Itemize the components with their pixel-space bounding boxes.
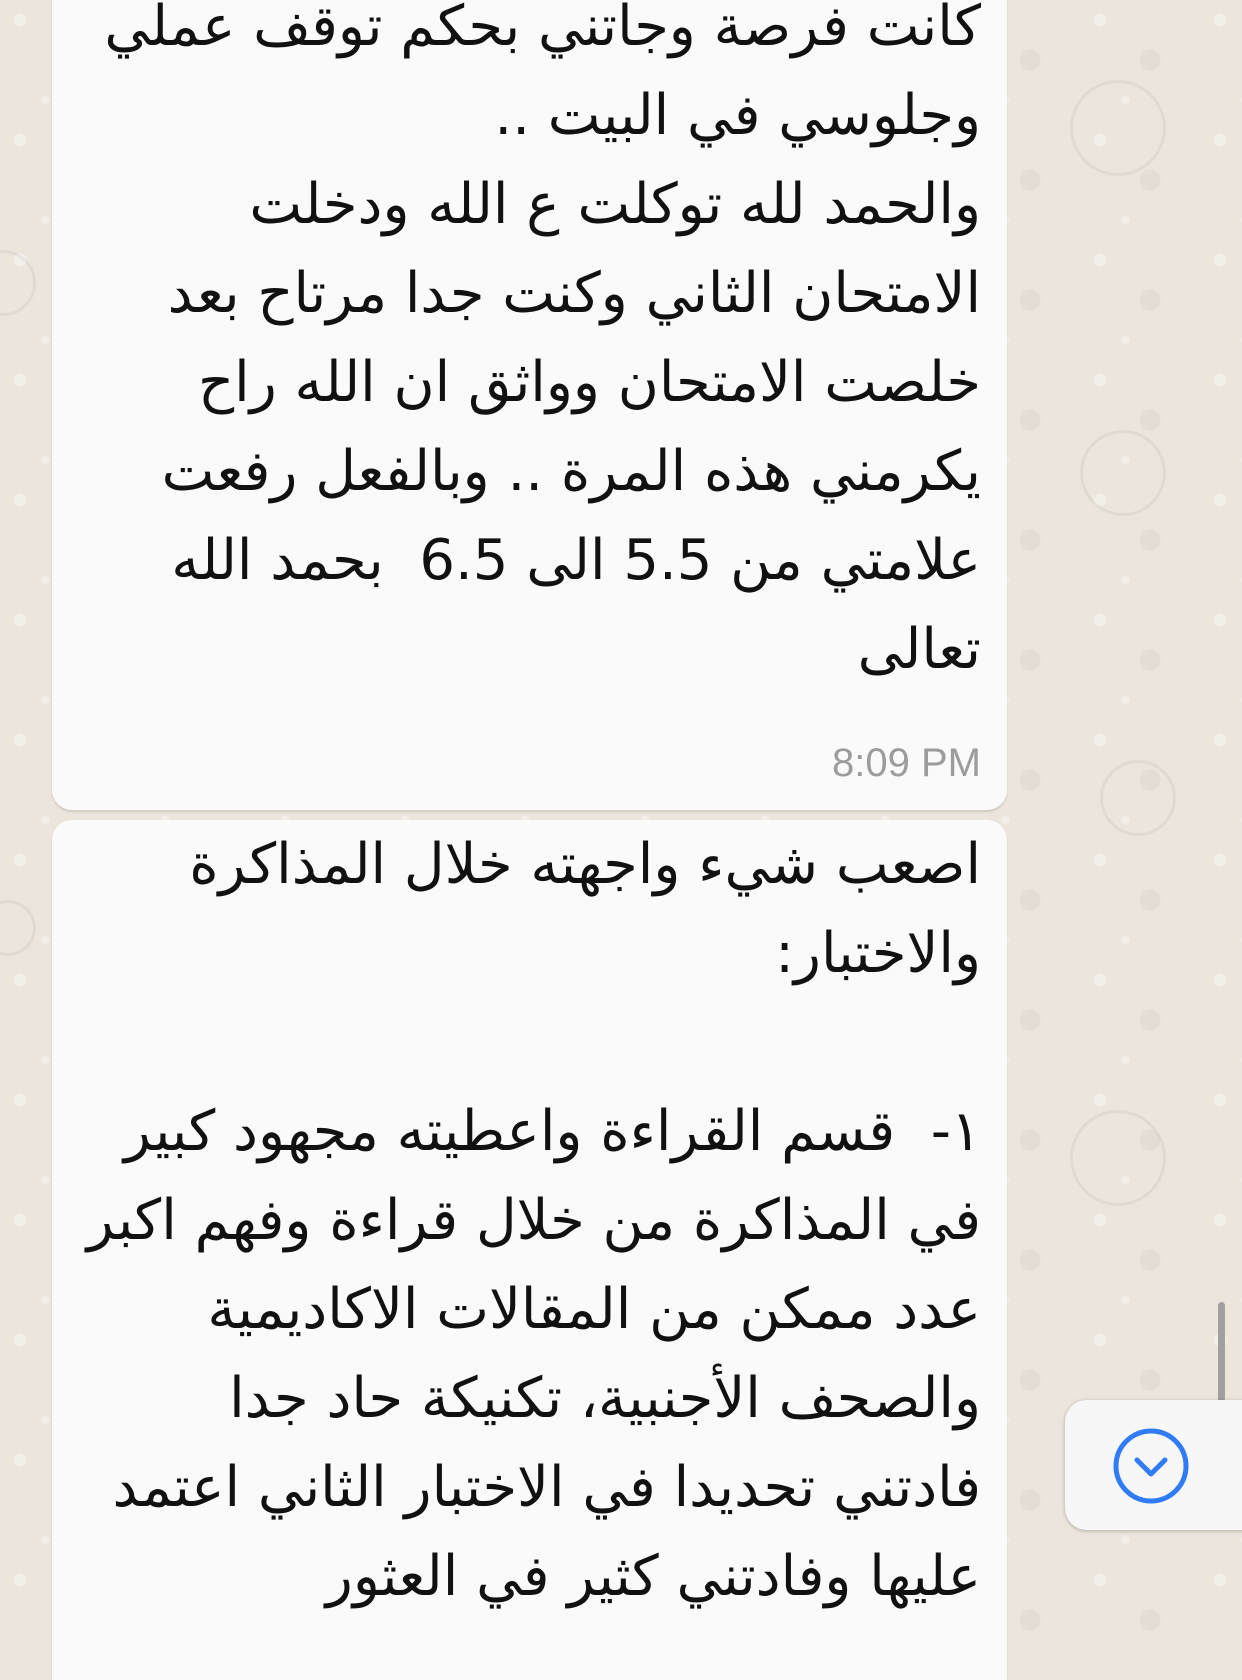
incoming-message-bubble[interactable] (52, 820, 1007, 1680)
message-text: اصعب شيء واجهته خلال المذاكرة والاختبار: ١- قسم القراءة واعطيته مجهود كبير في المذاكرة من خلال قراءة وفهم اكبر عدد ممكن من المقالات الاكاديمية والصحف الأجنبية، تكنيكة حاد جدا فادتني تحديدا في الاختبار الثاني اعتمد عليها وفادتني كثير في العثور (86, 832, 981, 1609)
chevron-down-circle-icon (1111, 1426, 1191, 1506)
scroll-to-bottom-button[interactable] (1065, 1400, 1242, 1530)
scroll-indicator[interactable] (1218, 1302, 1225, 1402)
message-text: كانت فرصة وجاتني بحكم توقف عملي وجلوسي في البيت .. والحمد لله توكلت ع الله ودخلت الامتحان الثاني وكنت جدا مرتاح بعد خلصت الامتحان وواثق ان الله راح يكرمني هذه المرة .. وبالفعل رفعت علامتي من 5.5 الى 6.5 بحمد الله تعالى (104, 0, 981, 682)
message-timestamp: 8:09 PM (832, 741, 981, 785)
incoming-message-bubble[interactable] (52, 0, 1007, 810)
